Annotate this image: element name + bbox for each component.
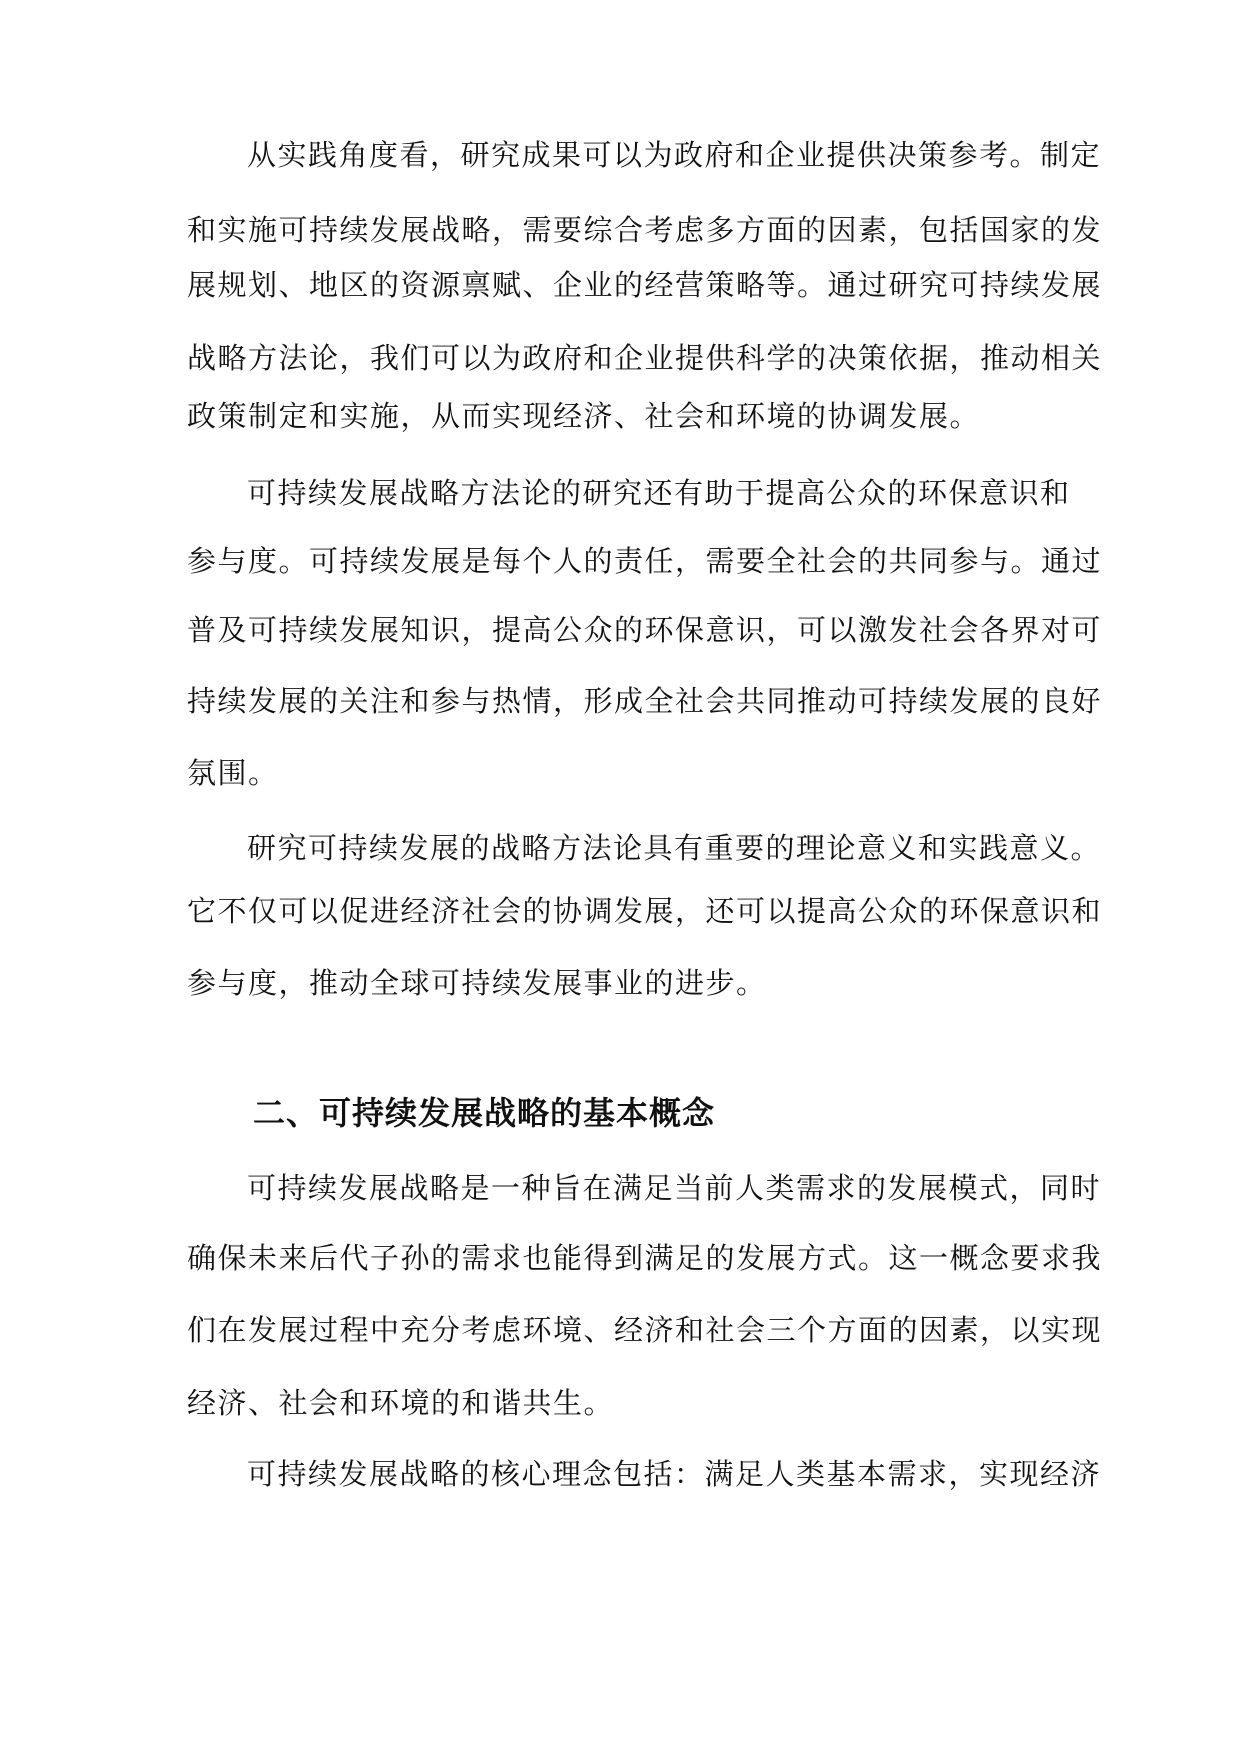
paragraph-2-line-4: 持续发展的关注和参与热情，形成全社会共同推动可持续发展的良好 [187,684,1103,718]
section-paragraph-1-line-4: 经济、社会和环境的和谐共生。 [187,1386,615,1420]
section-paragraph-1-line-2: 确保未来后代子孙的需求也能得到满足的发展方式。这一概念要求我 [187,1241,1103,1275]
paragraph-3-line-1: 研究可持续发展的战略方法论具有重要的理论意义和实践意义。 [247,831,1102,865]
section-paragraph-1-line-1: 可持续发展战略是一种旨在满足当前人类需求的发展模式，同时 [247,1171,1102,1205]
paragraph-1-line-1: 从实践角度看，研究成果可以为政府和企业提供决策参考。制定 [247,138,1102,172]
section-paragraph-1-line-3: 们在发展过程中充分考虑环境、经济和社会三个方面的因素，以实现 [187,1313,1103,1347]
paragraph-1-line-5: 政策制定和实施，从而实现经济、社会和环境的协调发展。 [187,399,981,433]
paragraph-2-line-1: 可持续发展战略方法论的研究还有助于提高公众的环保意识和 [247,476,1071,510]
paragraph-3-line-2: 它不仅可以促进经济社会的协调发展，还可以提高公众的环保意识和 [187,894,1103,928]
paragraph-2-line-5: 氛围。 [187,756,279,790]
paragraph-1-line-3: 展规划、地区的资源禀赋、企业的经营策略等。通过研究可持续发展 [187,268,1103,302]
paragraph-3-line-3: 参与度，推动全球可持续发展事业的进步。 [187,966,767,1000]
section-heading: 二、可持续发展战略的基本概念 [253,1094,716,1132]
paragraph-1-line-4: 战略方法论，我们可以为政府和企业提供科学的决策依据，推动相关 [187,341,1103,375]
paragraph-1-line-2: 和实施可持续发展战略，需要综合考虑多方面的因素，包括国家的发 [187,213,1103,247]
section-paragraph-2-line-1: 可持续发展战略的核心理念包括：满足人类基本需求，实现经济 [247,1457,1102,1491]
paragraph-2-line-2: 参与度。可持续发展是每个人的责任，需要全社会的共同参与。通过 [187,544,1103,578]
paragraph-2-line-3: 普及可持续发展知识，提高公众的环保意识，可以激发社会各界对可 [187,613,1103,647]
